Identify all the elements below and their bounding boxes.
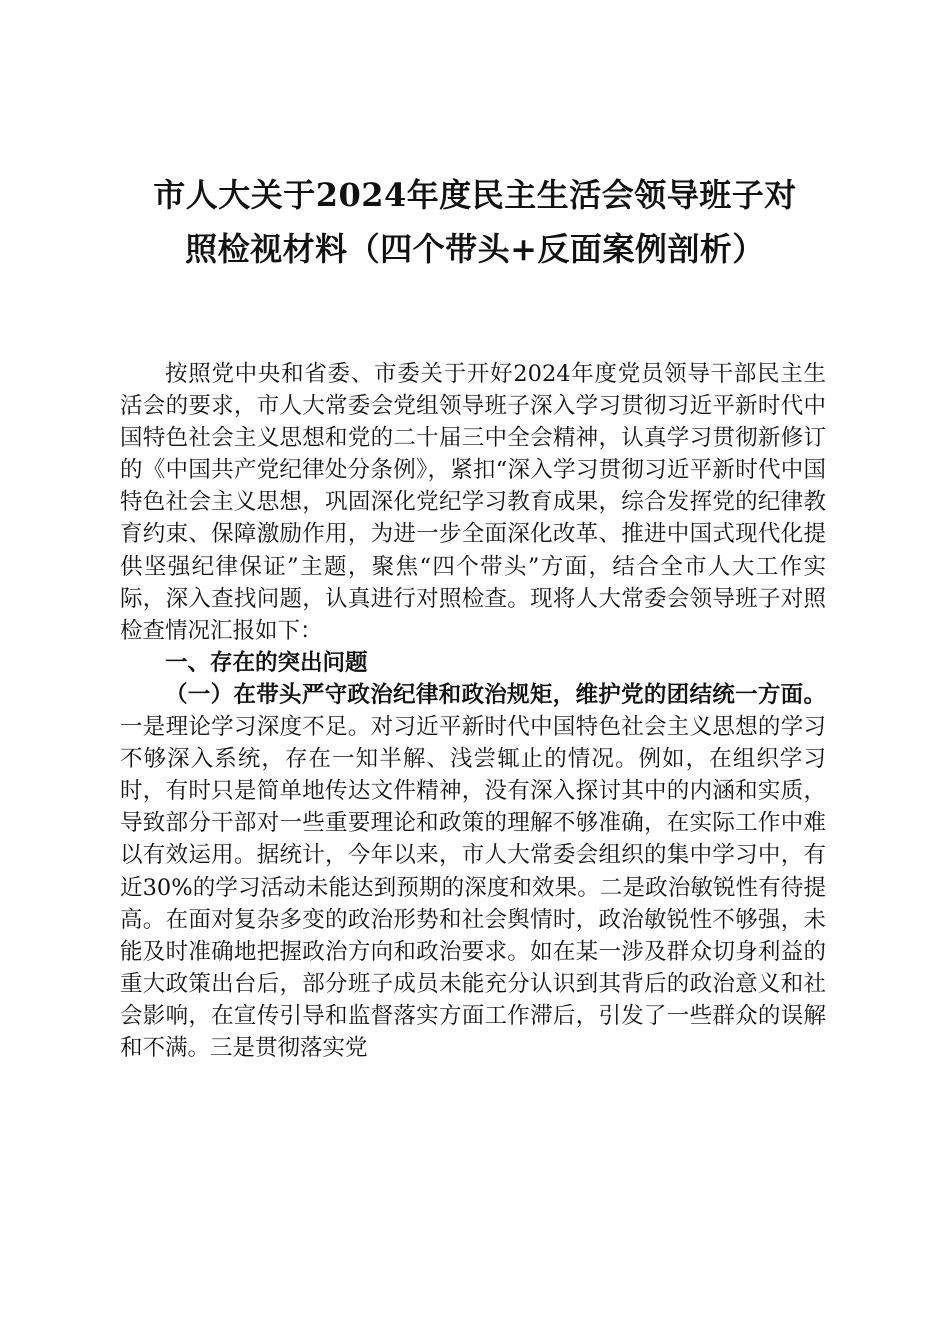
title-line-1: 市人大关于2024年度民主生活会领导班子对 (153, 176, 797, 214)
section-heading-problems: 一、存在的突出问题 (165, 649, 368, 676)
document-title (100, 168, 850, 276)
subsection-paragraph-1 (120, 679, 826, 1064)
title-line-2: 照检视材料（四个带头+反面案例剖析） (185, 230, 765, 268)
subsection-heading-1: （一）在带头严守政治纪律和政治规矩，维护党的团结统一方面。 (165, 681, 826, 708)
subsection-body-1: 一是理论学习深度不足。对习近平新时代中国特色社会主义思想的学习不够深入系统，存在一知半解、浅尝辄止的情况。例如，在组织学习时，有时只是简单地传达文件精神，没有深入探讨其中的内涵和实质，导致部分干部对一些重要理论和政策的理解不够准确，在实际工作中难以有效运用。据统计，今年以来，市人大常委会组织的集中学习中，有近30%的学习活动未能达到预期的深度和效果。二是政治敏锐性有待提高。在面对复杂多变的政治形势和社会舆情时，政治敏锐性不够强，未能及时准确地把握政治方向和政治要求。如在某一涉及群众切身利益的重大政策出台后，部分班子成员未能充分认识到其背后的政治意义和社会影响，在宣传引导和监督落实方面工作滞后，引发了一些群众的误解和不满。三是贯彻落实党 (120, 714, 826, 1061)
intro-paragraph: 按照党中央和省委、市委关于开好2024年度党员领导干部民主生活会的要求，市人大常委会党组领导班子深入学习贯彻习近平新时代中国特色社会主义思想和党的二十届三中全会精神，认真学习贯彻新修订的《中国共产党纪律处分条例》，紧扣“深入学习贯彻习近平新时代中国特色社会主义思想，巩固深化党纪学习教育成果，综合发挥党的纪律教育约束、保障激励作用，为进一步全面深化改革、推进中国式现代化提供坚强纪律保证”主题，聚焦“四个带头”方面，结合全市人大工作实际，深入查找问题，认真进行对照检查。现将人大常委会领导班子对照检查情况汇报如下： (120, 361, 826, 644)
document-body (120, 358, 826, 1064)
